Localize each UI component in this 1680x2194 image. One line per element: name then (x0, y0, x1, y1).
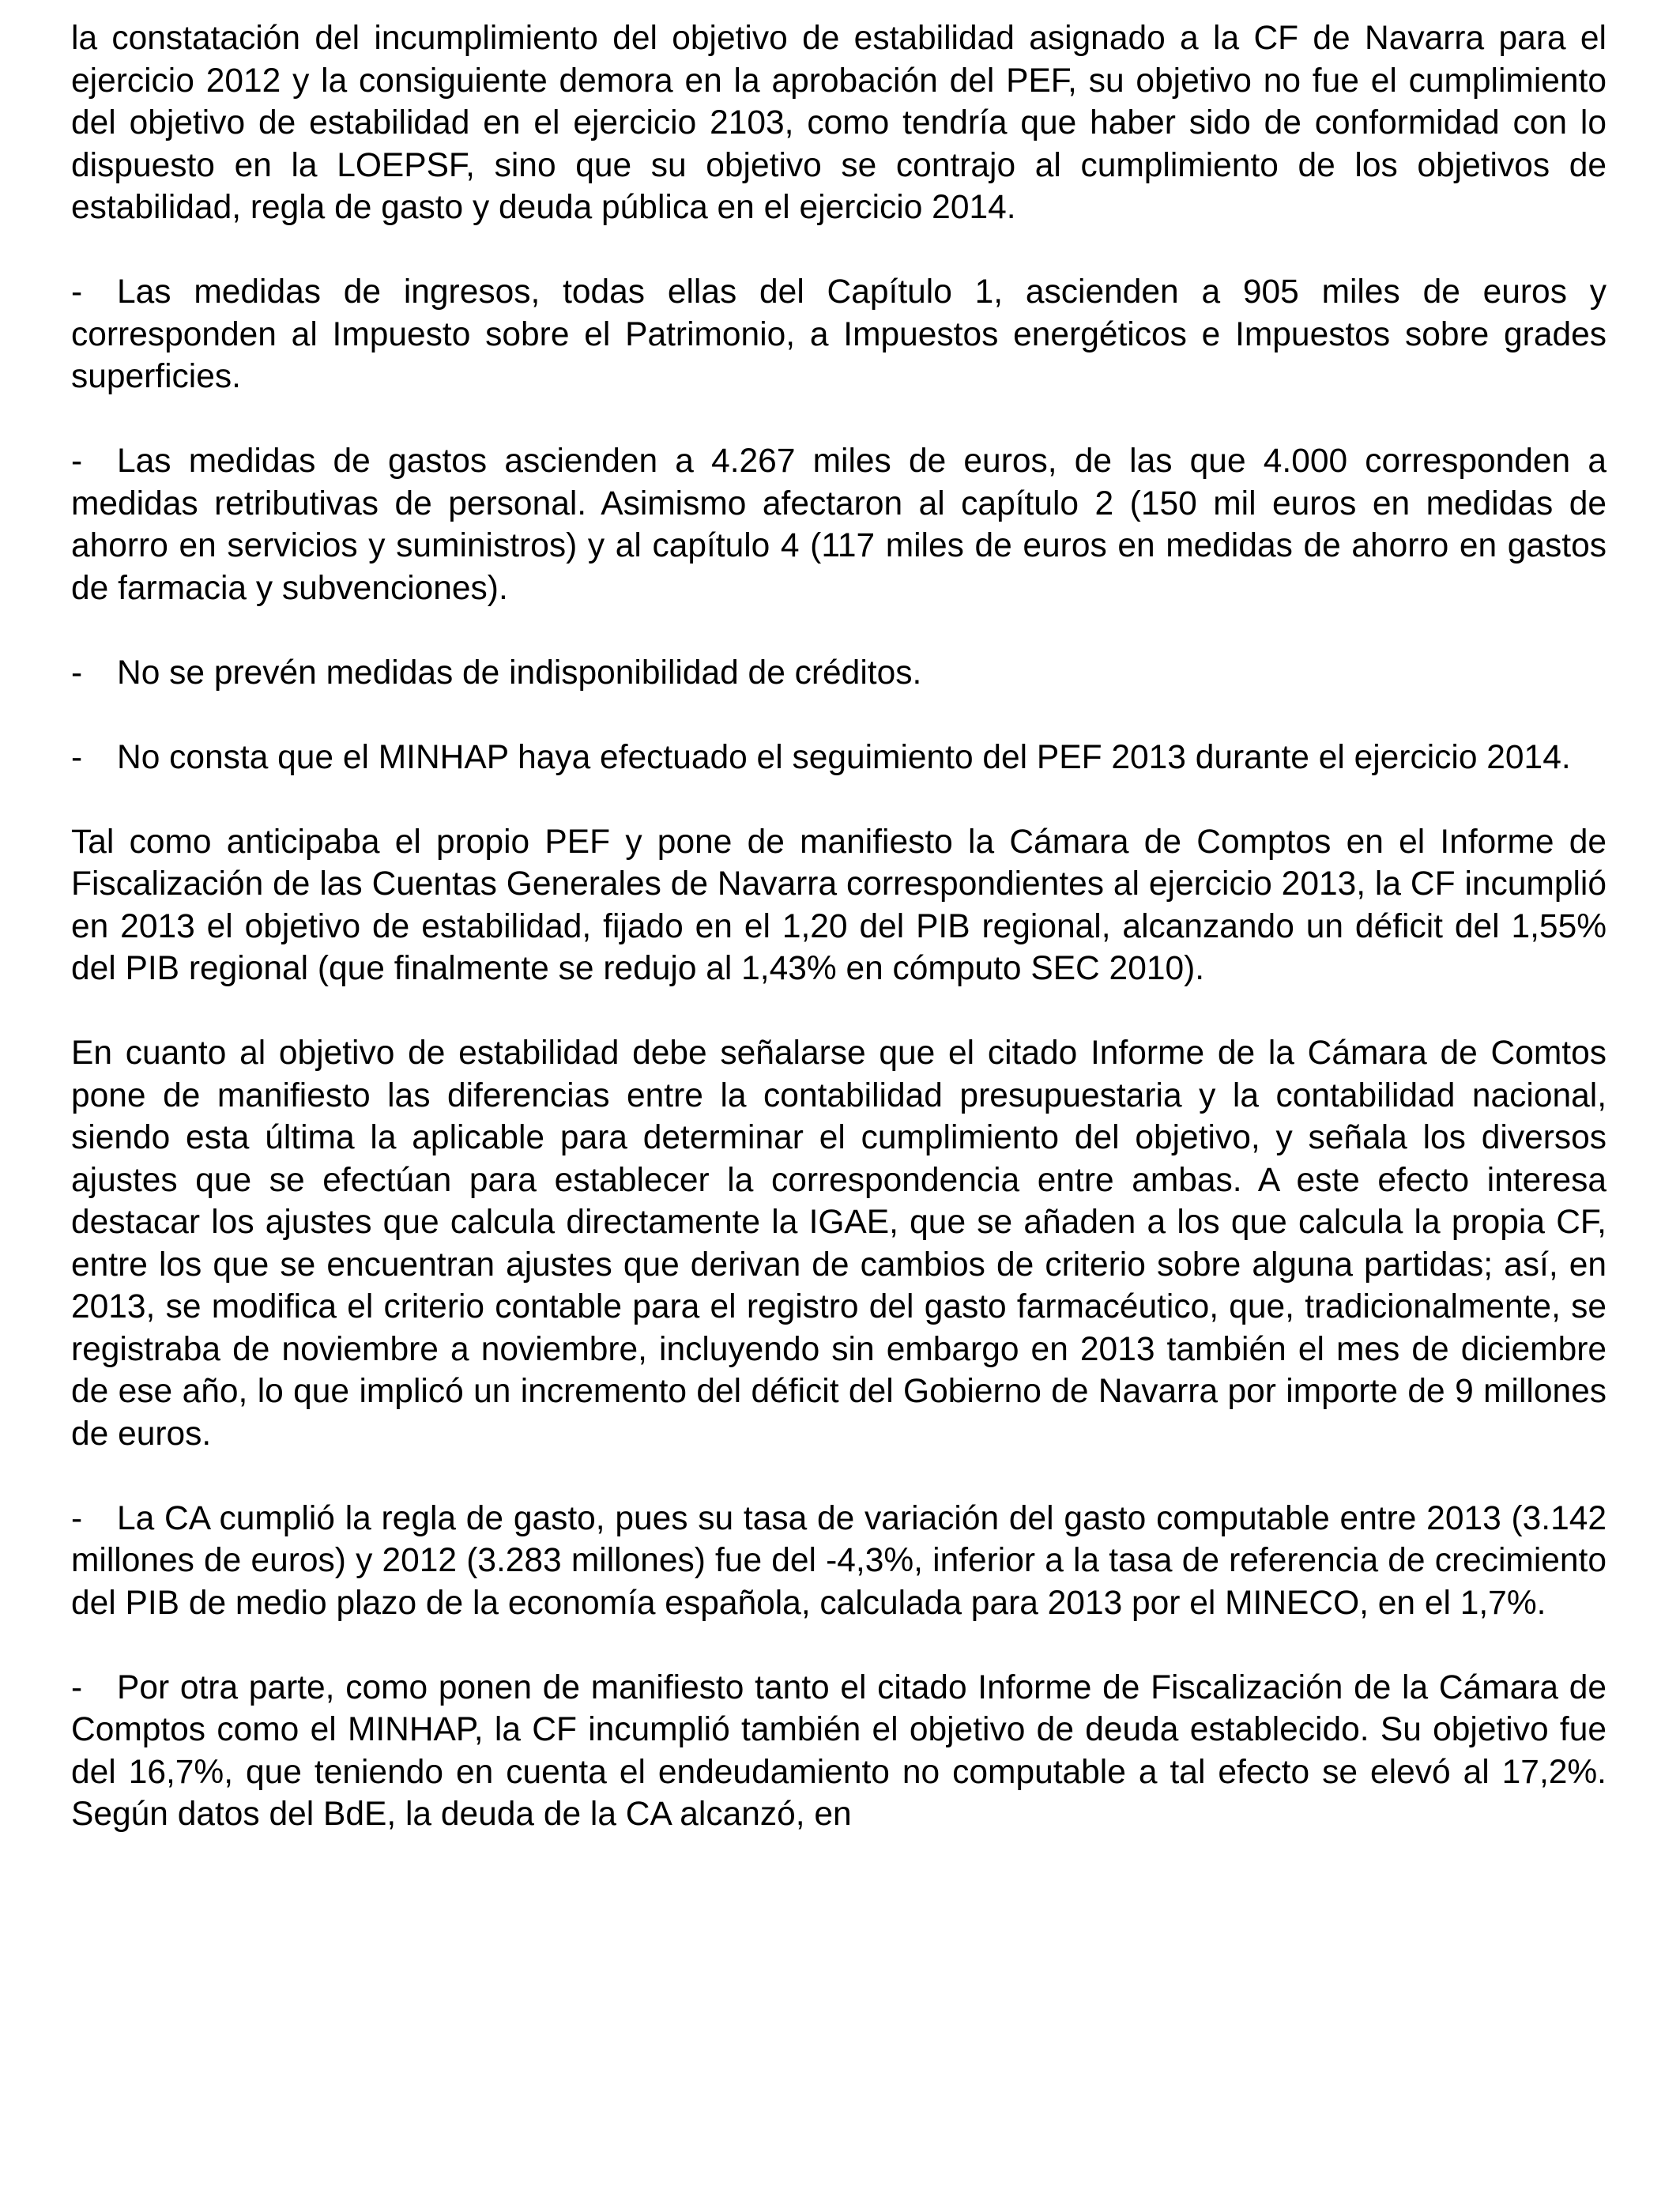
paragraph-text: Tal como anticipaba el propio PEF y pone de manifiesto la Cámara de Comptos en el Informe de Fiscalización de las Cuentas Generales de Navarra correspondientes al ejercicio 2013, la CF incumplió en 2013 el objetivo de estabilidad, fijado en el 1,20 del PIB regional, alcanzando un déficit del 1,55% del PIB regional (que finalmente se redujo al 1,43% en cómputo SEC 2010). (71, 823, 1607, 987)
paragraph-text: la constatación del incumplimiento del objetivo de estabilidad asignado a la CF de Navarra para el ejercicio 2012 y la consiguiente demora en la aprobación del PEF, su objetivo no fue el cumplimiento del objetivo de estabilidad en el ejercicio 2103, como tendría que haber sido de conformidad con lo dispuesto en la LOEPSF, sino que su objetivo se contrajo al cumplimiento de los objetivos de estabilidad, regla de gasto y deuda pública en el ejercicio 2014. (71, 20, 1607, 226)
bullet-spending-rule (71, 1498, 1607, 1625)
bullet-dash: - (71, 1668, 83, 1706)
bullet-income-measures (71, 271, 1607, 398)
bullet-minhap-followup (71, 737, 1607, 779)
document-page (71, 17, 1607, 1878)
paragraph-text: Las medidas de ingresos, todas ellas del Capítulo 1, ascienden a 905 miles de euros y corresponden al Impuesto sobre el Patrimonio, a Impuestos energéticos e Impuestos sobre grades superficies. (71, 273, 1607, 395)
bullet-dash: - (71, 443, 83, 480)
paragraph-stability-breach (71, 821, 1607, 990)
bullet-credit-unavailability (71, 652, 1607, 695)
paragraph-pef-objective (71, 17, 1607, 229)
bullet-debt-objective (71, 1667, 1607, 1836)
paragraph-text: No se prevén medidas de indisponibilidad de créditos. (117, 654, 922, 692)
bullet-dash: - (71, 1499, 83, 1537)
paragraph-text: Por otra parte, como ponen de manifiesto tanto el citado Informe de Fiscalización de la Cámara de Comptos como el MINHAP, la CF incumplió también el objetivo de deuda establecido. Su objetivo fue del 16,7%, que teniendo en cuenta el endeudamiento no computable a tal efecto se elevó al 17,2%. Según datos del BdE, la deuda de la CA alcanzó, en (71, 1668, 1607, 1833)
bullet-dash: - (71, 654, 83, 692)
bullet-expense-measures (71, 440, 1607, 609)
paragraph-text: No consta que el MINHAP haya efectuado el seguimiento del PEF 2013 durante el ejercicio 2014. (117, 738, 1571, 776)
paragraph-text: Las medidas de gastos ascienden a 4.267 miles de euros, de las que 4.000 corresponden a medidas retributivas de personal. Asimismo afectaron al capítulo 2 (150 mil euros en medidas de ahorro en servicios y suministros) y al capítulo 4 (117 miles de euros en medidas de ahorro en gastos de farmacia y subvenciones). (71, 443, 1607, 607)
bullet-dash: - (71, 738, 83, 776)
bullet-dash: - (71, 273, 83, 311)
paragraph-text: La CA cumplió la regla de gasto, pues su tasa de variación del gasto computable entre 2013 (3.142 millones de euros) y 2012 (3.283 millones) fue del -4,3%, inferior a la tasa de referencia de crecimiento del PIB de medio plazo de la economía española, calculada para 2013 por el MINECO, en el 1,7%. (71, 1499, 1607, 1622)
paragraph-accounting-adjustments (71, 1032, 1607, 1455)
paragraph-text: En cuanto al objetivo de estabilidad debe señalarse que el citado Informe de la Cámara de Comtos pone de manifiesto las diferencias entre la contabilidad presupuestaria y la contabilidad nacional, siendo esta última la aplicable para determinar el cumplimiento del objetivo, y señala los diversos ajustes que se efectúan para establecer la correspondencia entre ambas. A este efecto interesa destacar los ajustes que calcula directamente la IGAE, que se añaden a los que calcula la propia CF, entre los que se encuentran ajustes que derivan de cambios de criterio sobre alguna partidas; así, en 2013, se modifica el criterio contable para el registro del gasto farmacéutico, que, tradicionalmente, se registraba de noviembre a noviembre, incluyendo sin embargo en 2013 también el mes de diciembre de ese año, lo que implicó un incremento del déficit del Gobierno de Navarra por importe de 9 millones de euros. (71, 1035, 1607, 1453)
